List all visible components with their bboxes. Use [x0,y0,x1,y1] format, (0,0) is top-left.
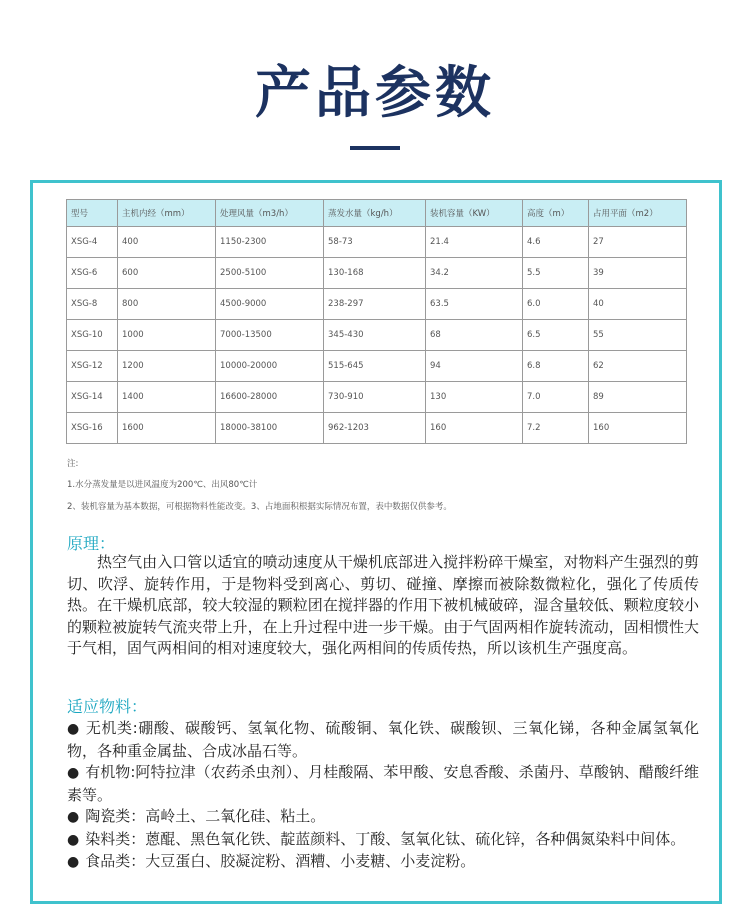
material-text: 陶瓷类：高岭土、二氧化硅、粘土。 [85,807,326,825]
table-cell: 63.5 [426,289,523,320]
table-cell: 10000-20000 [216,351,324,382]
bullet-icon: ● [67,809,80,825]
list-item [67,806,699,829]
materials-heading: 适应物料： [67,697,148,716]
table-cell: 4.6 [523,227,589,258]
material-text: 食品类：大豆蛋白、胶凝淀粉、酒糟、小麦糖、小麦淀粉。 [85,852,476,870]
table-header-cell: 蒸发水量（kg/h） [324,200,426,227]
table-cell: 2500-5100 [216,258,324,289]
table-cell: 238-297 [324,289,426,320]
table-cell: 27 [589,227,687,258]
table-row [67,382,687,413]
table-cell: 5.5 [523,258,589,289]
table-cell: 39 [589,258,687,289]
table-cell: 1400 [118,382,216,413]
table-cell: XSG-12 [67,351,118,382]
table-cell: 962-1203 [324,413,426,444]
table-cell: 1600 [118,413,216,444]
table-cell: 1200 [118,351,216,382]
table-cell: 1150-2300 [216,227,324,258]
table-cell: 730-910 [324,382,426,413]
note-capacity: 2、装机容量为基本数据，可根据物料性能改变。3、占地面积根据实际情况布置，表中数据仅供参考。 [67,502,452,512]
table-header-cell: 占用平面（m2） [589,200,687,227]
table-cell: 400 [118,227,216,258]
table-row [67,258,687,289]
title-underline [350,146,400,150]
material-text: 有机物:阿特拉津（农药杀虫剂）、月桂酸隔、苯甲酸、安息香酸、杀菌丹、草酸钠、醋酸纤维素等。 [67,763,699,804]
table-cell: XSG-14 [67,382,118,413]
table-cell: 800 [118,289,216,320]
table-header-cell: 主机内经（mm） [118,200,216,227]
table-cell: 600 [118,258,216,289]
page-title: 产品参数 [255,61,495,126]
table-cell: 40 [589,289,687,320]
table-cell: 34.2 [426,258,523,289]
table-cell: 130-168 [324,258,426,289]
table-row [67,289,687,320]
list-item [67,762,699,806]
table-cell: 515-645 [324,351,426,382]
bullet-icon: ● [67,854,80,870]
table-row [67,320,687,351]
table-cell: XSG-8 [67,289,118,320]
material-text: 染料类：蒽醌、黑色氧化铁、靛蓝颜料、丁酸、氢氧化钛、硫化锌，各种偶氮染料中间体。 [85,829,686,848]
material-text: 无机类:硼酸、碳酸钙、氢氧化物、硫酸铜、氧化铁、碳酸钡、三氧化锑，各种金属氢氧化物，各种重金属盐、合成冰晶石等。 [67,719,699,760]
note-evaporation: 1.水分蒸发量是以进风温度为200℃、出风80℃计 [67,480,258,490]
list-item [67,829,699,852]
table-cell: 58-73 [324,227,426,258]
table-cell: XSG-4 [67,227,118,258]
table-header-cell: 型号 [67,200,118,227]
table-cell: 7000-13500 [216,320,324,351]
table-cell: 7.0 [523,382,589,413]
list-item [67,718,699,762]
table-cell: XSG-16 [67,413,118,444]
bullet-icon: ● [67,765,80,781]
principle-heading: 原理： [67,534,116,553]
table-cell: XSG-6 [67,258,118,289]
materials-list [67,718,699,874]
spec-table [66,199,687,444]
list-item [67,851,699,874]
table-cell: 21.4 [426,227,523,258]
table-row [67,227,687,258]
content-frame [30,180,722,904]
table-cell: 62 [589,351,687,382]
table-header-row [67,200,687,227]
notes-heading: 注: [67,459,79,469]
table-cell: XSG-10 [67,320,118,351]
table-cell: 160 [426,413,523,444]
table-cell: 130 [426,382,523,413]
table-cell: 94 [426,351,523,382]
table-cell: 16600-28000 [216,382,324,413]
table-cell: 160 [589,413,687,444]
table-cell: 4500-9000 [216,289,324,320]
table-header-cell: 装机容量（KW） [426,200,523,227]
table-cell: 1000 [118,320,216,351]
table-cell: 68 [426,320,523,351]
table-header-cell: 处理风量（m3/h） [216,200,324,227]
table-cell: 18000-38100 [216,413,324,444]
table-row [67,351,687,382]
table-cell: 55 [589,320,687,351]
table-cell: 345-430 [324,320,426,351]
table-cell: 6.0 [523,289,589,320]
bullet-icon: ● [67,721,80,737]
table-cell: 6.8 [523,351,589,382]
table-row [67,413,687,444]
table-cell: 89 [589,382,687,413]
principle-text: 热空气由入口管以适宜的喷动速度从干燥机底部进入搅拌粉碎干燥室，对物料产生强烈的剪切、吹浮、旋转作用，于是物料受到离心、剪切、碰撞、摩擦而被除数微粒化，强化了传质传热。在干燥机底部，较大较湿的颗粒团在搅拌器的作用下被机械破碎，湿含量较低、颗粒度较小的颗粒被旋转气流夹带上升，在上升过程中进一步干燥。由于气固两相作旋转流动，固相惯性大于气相，固气两相间的相对速度较大，强化两相间的传质传热，所以该机生产强度高。 [67,553,699,657]
table-cell: 7.2 [523,413,589,444]
table-cell: 6.5 [523,320,589,351]
bullet-icon: ● [67,831,80,848]
table-header-cell: 高度（m） [523,200,589,227]
